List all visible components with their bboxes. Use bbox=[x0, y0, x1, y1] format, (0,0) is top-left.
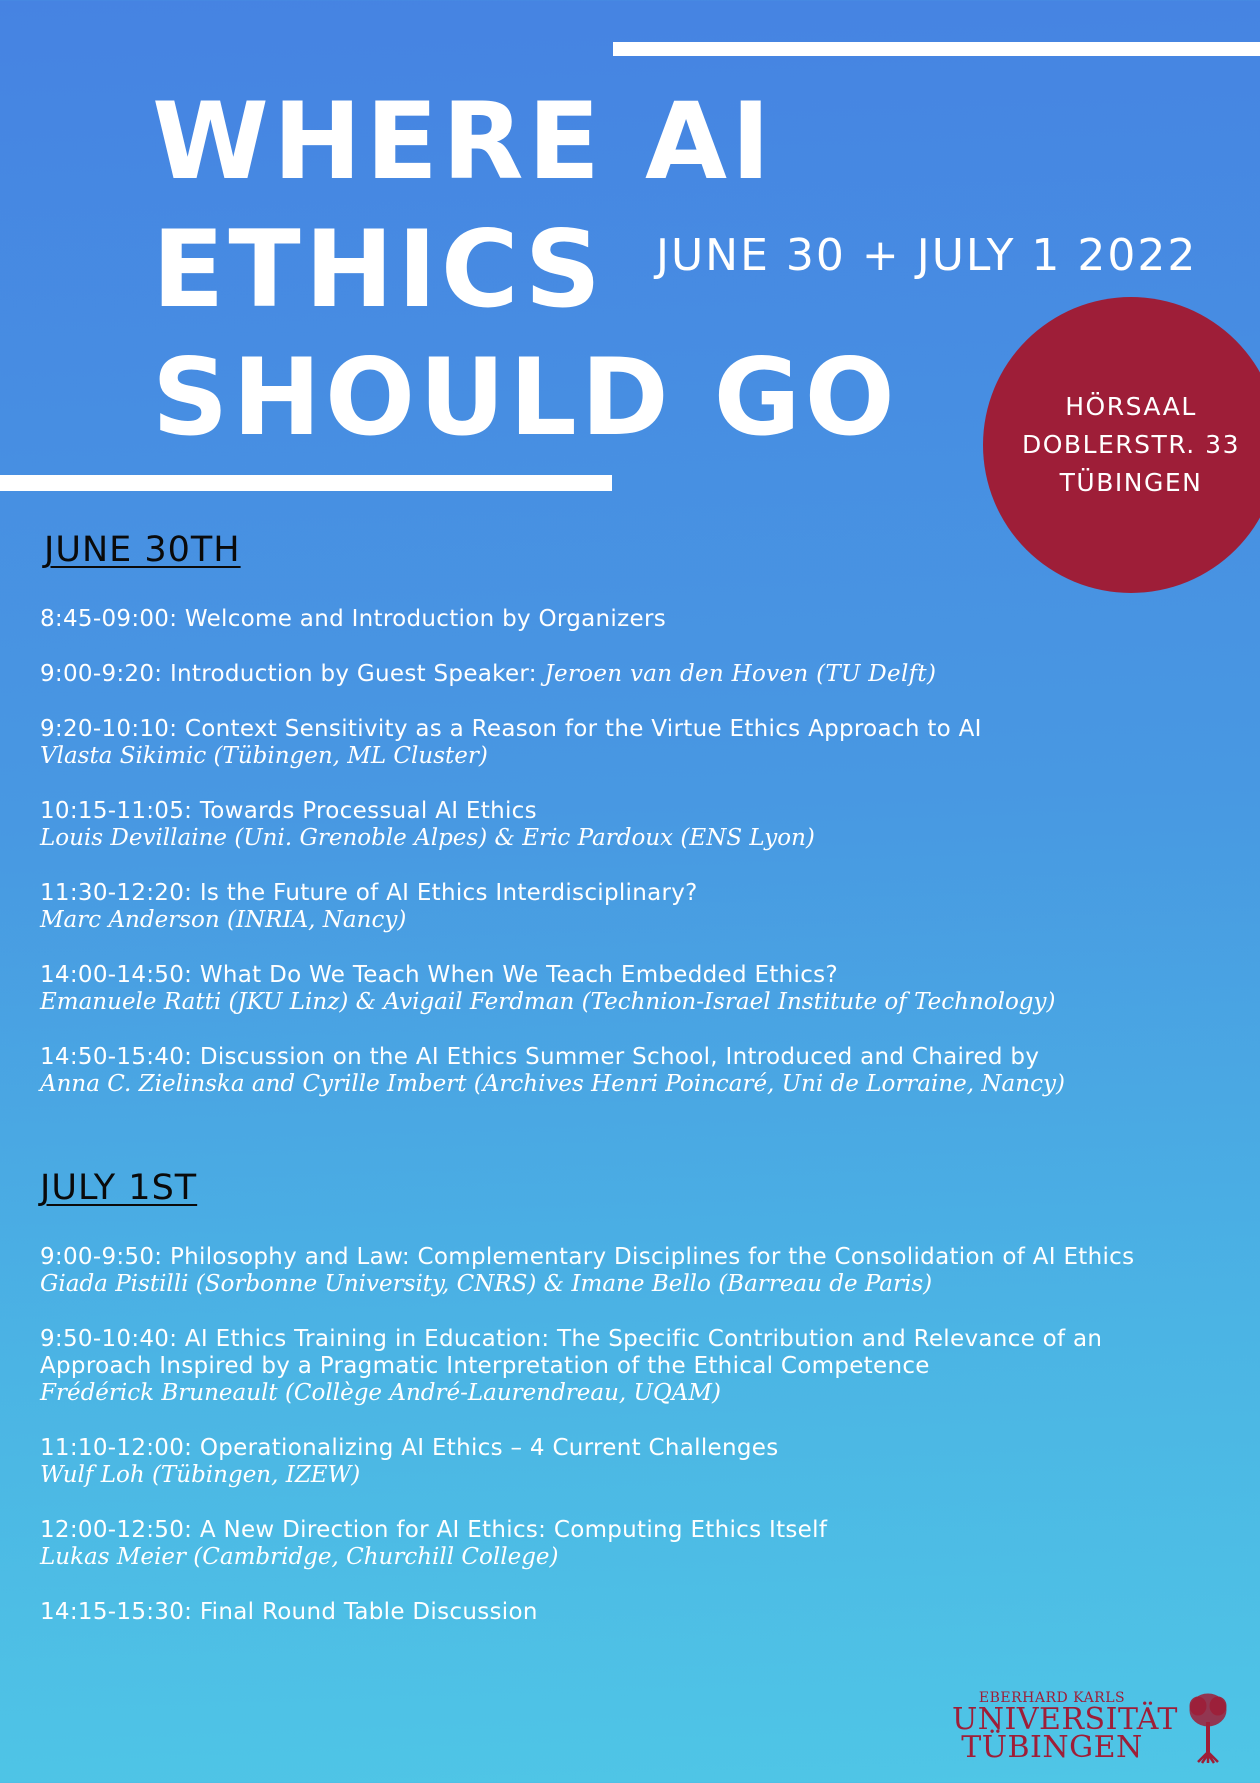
title-line: WHERE AI bbox=[152, 80, 775, 203]
venue-line: HÖRSAAL bbox=[1065, 392, 1197, 421]
session-title-text: 9:00-9:20: Introduction by Guest Speaker: bbox=[40, 661, 545, 687]
session-title: 9:50-10:40: AI Ethics Training in Education: The Specific Contribution and Relevance of an Approach Inspired by a Pragmatic Interpretation of the Ethical Competence bbox=[40, 1326, 1103, 1379]
session-title: 11:30-12:20: Is the Future of AI Ethics Interdisciplinary? bbox=[40, 880, 698, 906]
logo-line: UNIVERSITÄT bbox=[952, 1702, 1178, 1737]
logo-line: EBERHARD KARLS bbox=[978, 1690, 1126, 1706]
session-item bbox=[40, 1435, 1220, 1489]
session-speakers: Giada Pistilli (Sorbonne University, CNRS) & Imane Bello (Barreau de Paris) bbox=[40, 1271, 933, 1297]
logo-line: TÜBINGEN bbox=[961, 1730, 1143, 1765]
session-title: 11:10-12:00: Operationalizing AI Ethics – 4 Current Challenges bbox=[40, 1435, 779, 1461]
session-title: 10:15-11:05: Towards Processual AI Ethics bbox=[40, 798, 537, 824]
decorative-bar-top bbox=[613, 42, 1260, 56]
session-title: 9:00-9:50: Philosophy and Law: Complementary Disciplines for the Consolidation of AI Ethics bbox=[40, 1244, 1135, 1270]
session-item bbox=[40, 962, 1220, 1016]
session-speaker-inline: Jeroen van den Hoven (TU Delft) bbox=[544, 661, 937, 687]
session-speakers: Louis Devillaine (Uni. Grenoble Alpes) & Eric Pardoux (ENS Lyon) bbox=[40, 825, 815, 851]
session-speakers: Wulf Loh (Tübingen, IZEW) bbox=[40, 1462, 361, 1488]
session-item bbox=[40, 1326, 1220, 1407]
university-logo bbox=[952, 1690, 1252, 1770]
session-title: 9:20-10:10: Context Sensitivity as a Reason for the Virtue Ethics Approach to AI bbox=[40, 716, 982, 742]
day-june-30 bbox=[40, 530, 1220, 1126]
title-line: ETHICS bbox=[152, 208, 605, 331]
venue-line: DOBLERSTR. 33 bbox=[1022, 430, 1240, 459]
session-title: 14:50-15:40: Discussion on the AI Ethics Summer School, Introduced and Chaired by bbox=[40, 1044, 1040, 1070]
session-item bbox=[40, 1517, 1220, 1571]
logo-text bbox=[952, 1690, 1178, 1765]
session-title: 14:15-15:30: Final Round Table Discussion bbox=[40, 1599, 538, 1625]
session-item bbox=[40, 798, 1220, 852]
session-speakers: Marc Anderson (INRIA, Nancy) bbox=[40, 907, 407, 933]
session-item bbox=[40, 661, 1220, 688]
session-speakers: Emanuele Ratti (JKU Linz) & Avigail Ferdman (Technion-Israel Institute of Technology) bbox=[40, 989, 1056, 1015]
event-dates: JUNE 30 + JULY 1 2022 bbox=[656, 230, 1198, 281]
session-item bbox=[40, 606, 1220, 633]
session-speakers: Vlasta Sikimic (Tübingen, ML Cluster) bbox=[40, 743, 488, 769]
session-item bbox=[40, 1244, 1220, 1298]
title-line: SHOULD GO bbox=[152, 336, 899, 459]
session-title: 8:45-09:00: Welcome and Introduction by Organizers bbox=[40, 606, 666, 632]
day-heading: JULY 1ST bbox=[40, 1168, 198, 1208]
session-speakers: Anna C. Zielinska and Cyrille Imbert (Archives Henri Poincaré, Uni de Lorraine, Nancy) bbox=[40, 1071, 1065, 1097]
day-july-1 bbox=[40, 1168, 1220, 1654]
session-item bbox=[40, 1044, 1220, 1098]
day-heading: JUNE 30TH bbox=[44, 530, 241, 570]
palm-tree-icon bbox=[1184, 1692, 1232, 1764]
decorative-bar-bottom bbox=[0, 475, 612, 491]
session-item bbox=[40, 880, 1220, 934]
venue-line: TÜBINGEN bbox=[1059, 468, 1203, 497]
session-item bbox=[40, 1599, 1220, 1626]
session-speakers: Lukas Meier (Cambridge, Churchill College) bbox=[40, 1544, 559, 1570]
session-title: 14:00-14:50: What Do We Teach When We Teach Embedded Ethics? bbox=[40, 962, 838, 988]
session-title bbox=[40, 661, 1220, 688]
session-item bbox=[40, 716, 1220, 770]
session-speakers: Frédérick Bruneault (Collège André-Laurendreau, UQAM) bbox=[40, 1380, 721, 1406]
session-title: 12:00-12:50: A New Direction for AI Ethics: Computing Ethics Itself bbox=[40, 1517, 828, 1543]
